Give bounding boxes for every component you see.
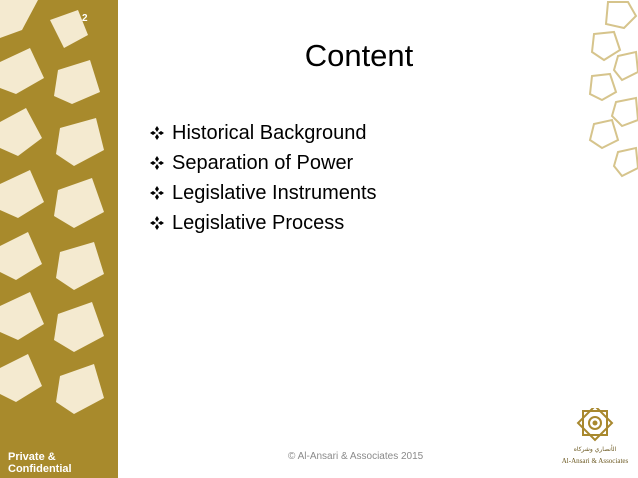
confidential-label: Private & Confidential — [8, 451, 72, 475]
right-pattern-graphic — [588, 0, 638, 200]
slide-title: Content — [304, 38, 414, 73]
logo-arabic-text: الأنصاري وشركاه — [573, 446, 617, 453]
islamic-pattern-graphic — [0, 0, 118, 478]
four-diamond-bullet-icon — [150, 126, 172, 140]
content-list — [150, 118, 377, 238]
four-diamond-bullet-icon — [150, 156, 172, 170]
list-item — [150, 148, 377, 178]
list-item — [150, 178, 377, 208]
logo-english-text: Al-Ansari & Associates — [561, 457, 629, 465]
bullet-text: Separation of Power — [172, 151, 354, 174]
bullet-text: Historical Background — [172, 121, 367, 144]
slide-number: 2 — [82, 13, 88, 24]
bullet-text: Legislative Instruments — [172, 181, 377, 204]
four-diamond-bullet-icon — [150, 216, 172, 230]
company-logo — [556, 408, 634, 470]
four-diamond-bullet-icon — [150, 186, 172, 200]
copyright-footer: © Al-Ansari & Associates 2015 — [288, 451, 424, 462]
sidebar-pattern — [0, 0, 118, 478]
geometric-star-logo-icon — [556, 408, 634, 446]
list-item — [150, 208, 377, 238]
list-item — [150, 118, 377, 148]
bullet-text: Legislative Process — [172, 211, 345, 234]
